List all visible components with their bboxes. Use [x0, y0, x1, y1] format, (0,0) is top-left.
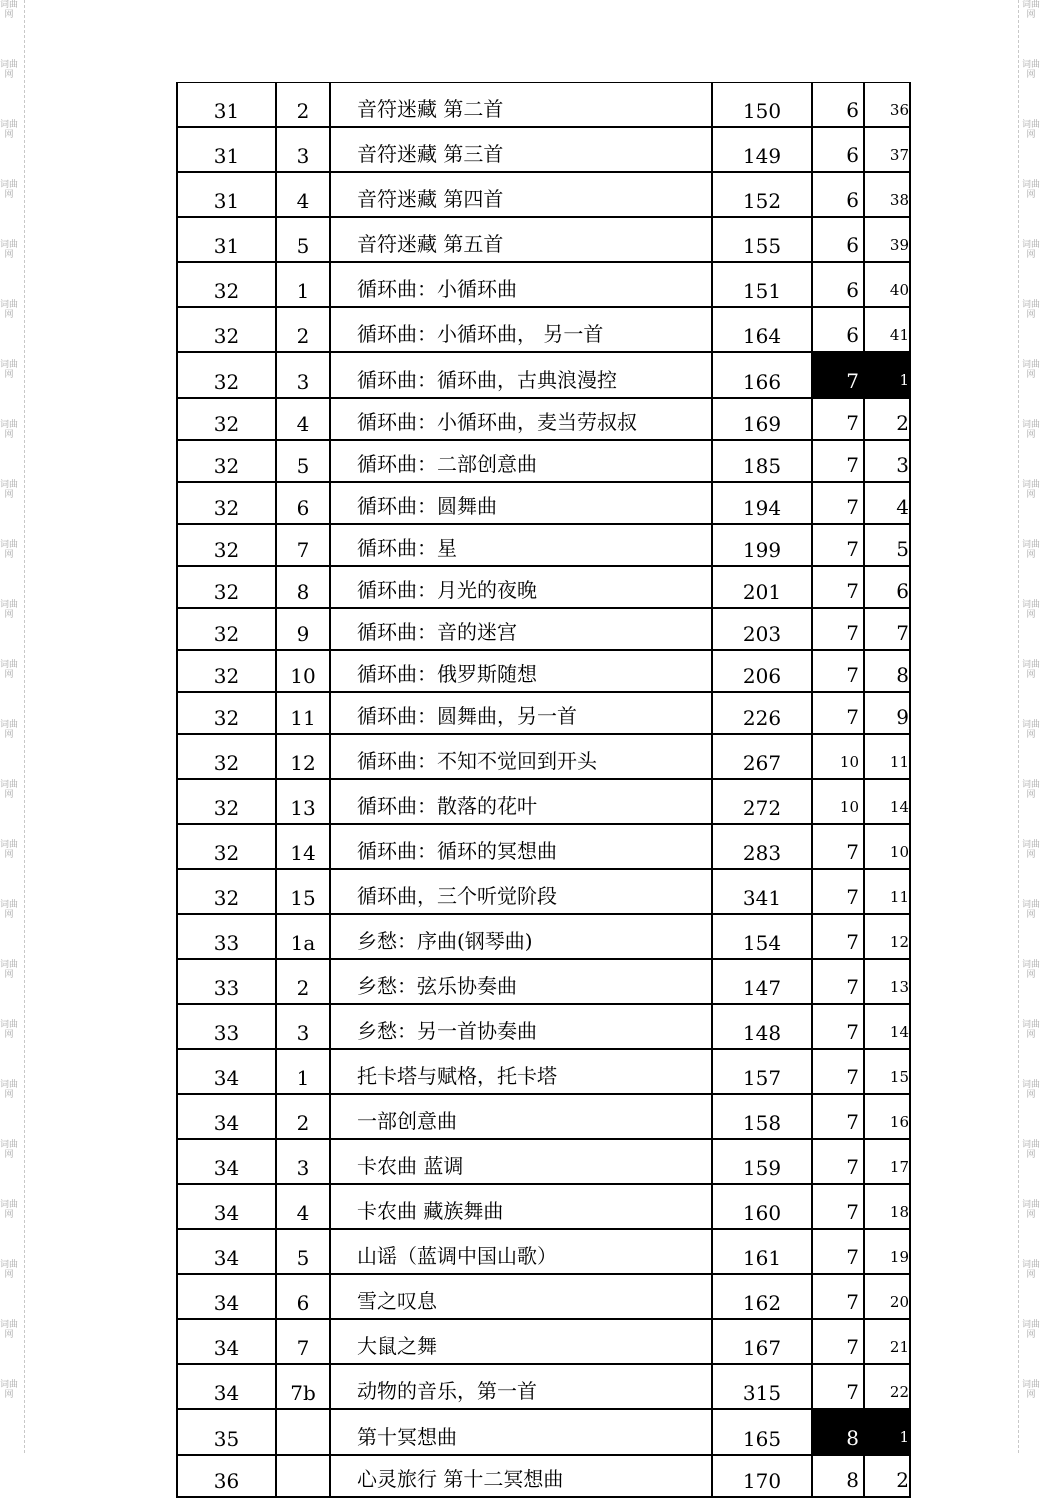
number-cell: 14	[276, 824, 330, 869]
grade-cell: 8	[812, 1455, 864, 1497]
grade-cell: 8	[812, 1409, 864, 1455]
number-cell: 3	[276, 1139, 330, 1184]
watermark-text: 词曲网	[0, 120, 19, 140]
catalog-table	[176, 82, 911, 1498]
page-cell: 267	[712, 734, 812, 779]
watermark-text: 词曲网	[0, 420, 19, 440]
watermark-text: 词曲网	[0, 240, 19, 260]
page-cell: 155	[712, 217, 812, 262]
index-cell: 14	[864, 1004, 910, 1049]
table-row	[177, 1094, 910, 1139]
page-cell: 166	[712, 352, 812, 398]
table-row	[177, 262, 910, 307]
title-cell: 音符迷藏 第五首	[330, 217, 712, 262]
page-cell: 167	[712, 1319, 812, 1364]
volume-cell: 32	[177, 440, 276, 482]
page-cell: 164	[712, 307, 812, 352]
watermark-text: 词曲网	[1022, 960, 1041, 980]
index-cell: 13	[864, 959, 910, 1004]
grade-cell: 6	[812, 307, 864, 352]
watermark-text: 词曲网	[0, 960, 19, 980]
grade-cell: 7	[812, 440, 864, 482]
table-row	[177, 914, 910, 959]
grade-cell: 7	[812, 869, 864, 914]
volume-cell: 32	[177, 262, 276, 307]
page-cell: 201	[712, 566, 812, 608]
number-cell: 1	[276, 1049, 330, 1094]
title-cell: 循环曲：圆舞曲，另一首	[330, 692, 712, 734]
watermark-text: 词曲网	[1022, 1380, 1041, 1400]
watermark-text: 词曲网	[1022, 1320, 1041, 1340]
page-cell: 159	[712, 1139, 812, 1184]
title-cell: 循环曲：圆舞曲	[330, 482, 712, 524]
index-cell: 6	[864, 566, 910, 608]
page-cell: 162	[712, 1274, 812, 1319]
index-cell: 36	[864, 83, 910, 128]
table-row	[177, 398, 910, 440]
index-cell: 8	[864, 650, 910, 692]
watermark-text: 词曲网	[1022, 660, 1041, 680]
grade-cell: 7	[812, 959, 864, 1004]
grade-cell: 6	[812, 127, 864, 172]
watermark-text: 词曲网	[0, 600, 19, 620]
index-cell: 15	[864, 1049, 910, 1094]
watermark-text: 词曲网	[0, 1140, 19, 1160]
table-row	[177, 734, 910, 779]
volume-cell: 34	[177, 1049, 276, 1094]
title-cell: 循环曲，三个听觉阶段	[330, 869, 712, 914]
table-row	[177, 172, 910, 217]
index-cell: 2	[864, 1455, 910, 1497]
watermark-text: 词曲网	[1022, 840, 1041, 860]
page-cell: 150	[712, 83, 812, 128]
index-cell: 40	[864, 262, 910, 307]
volume-cell: 32	[177, 824, 276, 869]
number-cell	[276, 1409, 330, 1455]
watermark-text: 词曲网	[0, 1320, 19, 1340]
volume-cell: 33	[177, 959, 276, 1004]
volume-cell: 34	[177, 1364, 276, 1409]
watermark-text: 词曲网	[1022, 60, 1041, 80]
index-cell: 11	[864, 734, 910, 779]
index-cell: 3	[864, 440, 910, 482]
watermark-text: 词曲网	[0, 1380, 19, 1400]
volume-cell: 34	[177, 1139, 276, 1184]
number-cell: 1	[276, 262, 330, 307]
page-cell: 272	[712, 779, 812, 824]
watermark-text: 词曲网	[0, 1080, 19, 1100]
right-watermark-column	[1022, 0, 1040, 1440]
title-cell: 山谣（蓝调中国山歌）	[330, 1229, 712, 1274]
index-cell: 37	[864, 127, 910, 172]
volume-cell: 36	[177, 1455, 276, 1497]
index-cell: 10	[864, 824, 910, 869]
grade-cell: 6	[812, 172, 864, 217]
index-cell: 41	[864, 307, 910, 352]
table-row	[177, 1139, 910, 1184]
page-cell: 157	[712, 1049, 812, 1094]
number-cell: 6	[276, 482, 330, 524]
volume-cell: 34	[177, 1319, 276, 1364]
volume-cell: 31	[177, 127, 276, 172]
volume-cell: 33	[177, 1004, 276, 1049]
title-cell: 循环曲：星	[330, 524, 712, 566]
watermark-text: 词曲网	[1022, 480, 1041, 500]
index-cell: 12	[864, 914, 910, 959]
index-cell: 1	[864, 352, 910, 398]
title-cell: 托卡塔与赋格，托卡塔	[330, 1049, 712, 1094]
page-cell: 315	[712, 1364, 812, 1409]
volume-cell: 35	[177, 1409, 276, 1455]
watermark-text: 词曲网	[1022, 540, 1041, 560]
table-row	[177, 692, 910, 734]
number-cell: 11	[276, 692, 330, 734]
title-cell: 第十冥想曲	[330, 1409, 712, 1455]
number-cell: 2	[276, 1094, 330, 1139]
watermark-text: 词曲网	[1022, 420, 1041, 440]
watermark-text: 词曲网	[1022, 360, 1041, 380]
watermark-text: 词曲网	[1022, 1140, 1041, 1160]
page-cell: 185	[712, 440, 812, 482]
grade-cell: 7	[812, 1094, 864, 1139]
page-cell: 283	[712, 824, 812, 869]
grade-cell: 7	[812, 608, 864, 650]
volume-cell: 32	[177, 869, 276, 914]
title-cell: 动物的音乐，第一首	[330, 1364, 712, 1409]
grade-cell: 7	[812, 1364, 864, 1409]
table-row	[177, 127, 910, 172]
table-row	[177, 1319, 910, 1364]
index-cell: 7	[864, 608, 910, 650]
title-cell: 雪之叹息	[330, 1274, 712, 1319]
watermark-text: 词曲网	[1022, 1020, 1041, 1040]
index-cell: 20	[864, 1274, 910, 1319]
index-cell: 11	[864, 869, 910, 914]
index-cell: 17	[864, 1139, 910, 1184]
page-cell: 151	[712, 262, 812, 307]
number-cell: 4	[276, 172, 330, 217]
volume-cell: 34	[177, 1094, 276, 1139]
title-cell: 循环曲：俄罗斯随想	[330, 650, 712, 692]
watermark-text: 词曲网	[0, 780, 19, 800]
table-row	[177, 217, 910, 262]
grade-cell: 7	[812, 1004, 864, 1049]
table-row	[177, 482, 910, 524]
number-cell: 7	[276, 524, 330, 566]
page-cell: 199	[712, 524, 812, 566]
title-cell: 循环曲：小循环曲	[330, 262, 712, 307]
title-cell: 循环曲：散落的花叶	[330, 779, 712, 824]
watermark-text: 词曲网	[0, 60, 19, 80]
catalog-body	[177, 83, 910, 1498]
table-row	[177, 824, 910, 869]
grade-cell: 7	[812, 914, 864, 959]
number-cell: 9	[276, 608, 330, 650]
watermark-text: 词曲网	[1022, 300, 1041, 320]
volume-cell: 32	[177, 779, 276, 824]
title-cell: 音符迷藏 第三首	[330, 127, 712, 172]
table-row	[177, 307, 910, 352]
page-cell: 160	[712, 1184, 812, 1229]
table-row	[177, 352, 910, 398]
grade-cell: 6	[812, 262, 864, 307]
grade-cell: 7	[812, 1229, 864, 1274]
volume-cell: 32	[177, 307, 276, 352]
watermark-text: 词曲网	[0, 180, 19, 200]
watermark-text: 词曲网	[0, 1200, 19, 1220]
table-row	[177, 1004, 910, 1049]
page-cell: 152	[712, 172, 812, 217]
index-cell: 14	[864, 779, 910, 824]
watermark-text: 词曲网	[1022, 240, 1041, 260]
number-cell: 12	[276, 734, 330, 779]
watermark-text: 词曲网	[0, 300, 19, 320]
table-row	[177, 650, 910, 692]
volume-cell: 34	[177, 1274, 276, 1319]
table-row	[177, 1455, 910, 1497]
number-cell: 7b	[276, 1364, 330, 1409]
title-cell: 循环曲：二部创意曲	[330, 440, 712, 482]
table-row	[177, 608, 910, 650]
page-cell: 194	[712, 482, 812, 524]
page-cell: 147	[712, 959, 812, 1004]
grade-cell: 7	[812, 566, 864, 608]
table-row	[177, 1229, 910, 1274]
number-cell: 10	[276, 650, 330, 692]
number-cell: 3	[276, 352, 330, 398]
index-cell: 4	[864, 482, 910, 524]
number-cell: 7	[276, 1319, 330, 1364]
number-cell	[276, 1455, 330, 1497]
volume-cell: 32	[177, 398, 276, 440]
volume-cell: 32	[177, 650, 276, 692]
watermark-text: 词曲网	[1022, 0, 1041, 20]
page-cell: 226	[712, 692, 812, 734]
number-cell: 6	[276, 1274, 330, 1319]
grade-cell: 7	[812, 650, 864, 692]
table-row	[177, 959, 910, 1004]
table-row	[177, 83, 910, 128]
index-cell: 5	[864, 524, 910, 566]
volume-cell: 31	[177, 83, 276, 128]
volume-cell: 31	[177, 172, 276, 217]
volume-cell: 32	[177, 482, 276, 524]
watermark-text: 词曲网	[1022, 780, 1041, 800]
page-cell: 203	[712, 608, 812, 650]
volume-cell: 34	[177, 1184, 276, 1229]
index-cell: 19	[864, 1229, 910, 1274]
grade-cell: 7	[812, 1184, 864, 1229]
table-row	[177, 1409, 910, 1455]
number-cell: 4	[276, 1184, 330, 1229]
watermark-text: 词曲网	[1022, 600, 1041, 620]
table-row	[177, 1364, 910, 1409]
watermark-text: 词曲网	[1022, 1260, 1041, 1280]
number-cell: 4	[276, 398, 330, 440]
index-cell: 18	[864, 1184, 910, 1229]
grade-cell: 7	[812, 1139, 864, 1184]
table-row	[177, 869, 910, 914]
volume-cell: 32	[177, 524, 276, 566]
table-row	[177, 1049, 910, 1094]
right-margin-line	[1018, 0, 1019, 1453]
grade-cell: 7	[812, 524, 864, 566]
watermark-text: 词曲网	[1022, 1080, 1041, 1100]
index-cell: 1	[864, 1409, 910, 1455]
number-cell: 3	[276, 1004, 330, 1049]
number-cell: 5	[276, 440, 330, 482]
table-row	[177, 1184, 910, 1229]
volume-cell: 32	[177, 734, 276, 779]
table-row	[177, 779, 910, 824]
title-cell: 音符迷藏 第四首	[330, 172, 712, 217]
grade-cell: 7	[812, 352, 864, 398]
watermark-text: 词曲网	[1022, 900, 1041, 920]
watermark-text: 词曲网	[1022, 120, 1041, 140]
title-cell: 音符迷藏 第二首	[330, 83, 712, 128]
page-cell: 165	[712, 1409, 812, 1455]
index-cell: 9	[864, 692, 910, 734]
watermark-text: 词曲网	[0, 480, 19, 500]
volume-cell: 32	[177, 608, 276, 650]
page-cell: 206	[712, 650, 812, 692]
volume-cell: 32	[177, 566, 276, 608]
title-cell: 卡农曲 蓝调	[330, 1139, 712, 1184]
title-cell: 乡愁：另一首协奏曲	[330, 1004, 712, 1049]
watermark-text: 词曲网	[0, 840, 19, 860]
grade-cell: 7	[812, 1319, 864, 1364]
title-cell: 循环曲：不知不觉回到开头	[330, 734, 712, 779]
grade-cell: 7	[812, 482, 864, 524]
title-cell: 卡农曲 藏族舞曲	[330, 1184, 712, 1229]
title-cell: 心灵旅行 第十二冥想曲	[330, 1455, 712, 1497]
number-cell: 15	[276, 869, 330, 914]
page-cell: 154	[712, 914, 812, 959]
title-cell: 一部创意曲	[330, 1094, 712, 1139]
index-cell: 2	[864, 398, 910, 440]
volume-cell: 32	[177, 352, 276, 398]
grade-cell: 7	[812, 824, 864, 869]
title-cell: 循环曲：循环的冥想曲	[330, 824, 712, 869]
table-row	[177, 1274, 910, 1319]
left-margin-line	[24, 0, 25, 1453]
volume-cell: 33	[177, 914, 276, 959]
index-cell: 21	[864, 1319, 910, 1364]
number-cell: 5	[276, 217, 330, 262]
grade-cell: 7	[812, 398, 864, 440]
number-cell: 2	[276, 83, 330, 128]
volume-cell: 32	[177, 692, 276, 734]
watermark-text: 词曲网	[0, 1260, 19, 1280]
grade-cell: 7	[812, 1049, 864, 1094]
grade-cell: 7	[812, 1274, 864, 1319]
watermark-text: 词曲网	[0, 0, 19, 20]
watermark-text: 词曲网	[0, 1020, 19, 1040]
index-cell: 38	[864, 172, 910, 217]
watermark-text: 词曲网	[0, 360, 19, 380]
page-cell: 341	[712, 869, 812, 914]
left-watermark-column	[0, 0, 18, 1440]
watermark-text: 词曲网	[0, 540, 19, 560]
table-row	[177, 440, 910, 482]
title-cell: 大鼠之舞	[330, 1319, 712, 1364]
watermark-text: 词曲网	[1022, 1200, 1041, 1220]
number-cell: 2	[276, 307, 330, 352]
index-cell: 16	[864, 1094, 910, 1139]
watermark-text: 词曲网	[0, 660, 19, 680]
title-cell: 循环曲：小循环曲， 另一首	[330, 307, 712, 352]
page-cell: 170	[712, 1455, 812, 1497]
number-cell: 1a	[276, 914, 330, 959]
page-cell: 161	[712, 1229, 812, 1274]
number-cell: 2	[276, 959, 330, 1004]
watermark-text: 词曲网	[0, 900, 19, 920]
title-cell: 循环曲：音的迷宫	[330, 608, 712, 650]
watermark-text: 词曲网	[0, 720, 19, 740]
title-cell: 循环曲：月光的夜晚	[330, 566, 712, 608]
page-cell: 149	[712, 127, 812, 172]
number-cell: 13	[276, 779, 330, 824]
page-cell: 158	[712, 1094, 812, 1139]
grade-cell: 7	[812, 692, 864, 734]
grade-cell: 6	[812, 217, 864, 262]
volume-cell: 31	[177, 217, 276, 262]
page-cell: 169	[712, 398, 812, 440]
title-cell: 乡愁：弦乐协奏曲	[330, 959, 712, 1004]
index-cell: 39	[864, 217, 910, 262]
title-cell: 循环曲：小循环曲，麦当劳叔叔	[330, 398, 712, 440]
title-cell: 循环曲：循环曲，古典浪漫控	[330, 352, 712, 398]
watermark-text: 词曲网	[1022, 720, 1041, 740]
grade-cell: 10	[812, 779, 864, 824]
watermark-text: 词曲网	[1022, 180, 1041, 200]
grade-cell: 10	[812, 734, 864, 779]
table-row	[177, 524, 910, 566]
page-cell: 148	[712, 1004, 812, 1049]
grade-cell: 6	[812, 83, 864, 128]
number-cell: 3	[276, 127, 330, 172]
table-row	[177, 566, 910, 608]
number-cell: 8	[276, 566, 330, 608]
number-cell: 5	[276, 1229, 330, 1274]
index-cell: 22	[864, 1364, 910, 1409]
title-cell: 乡愁：序曲(钢琴曲)	[330, 914, 712, 959]
volume-cell: 34	[177, 1229, 276, 1274]
